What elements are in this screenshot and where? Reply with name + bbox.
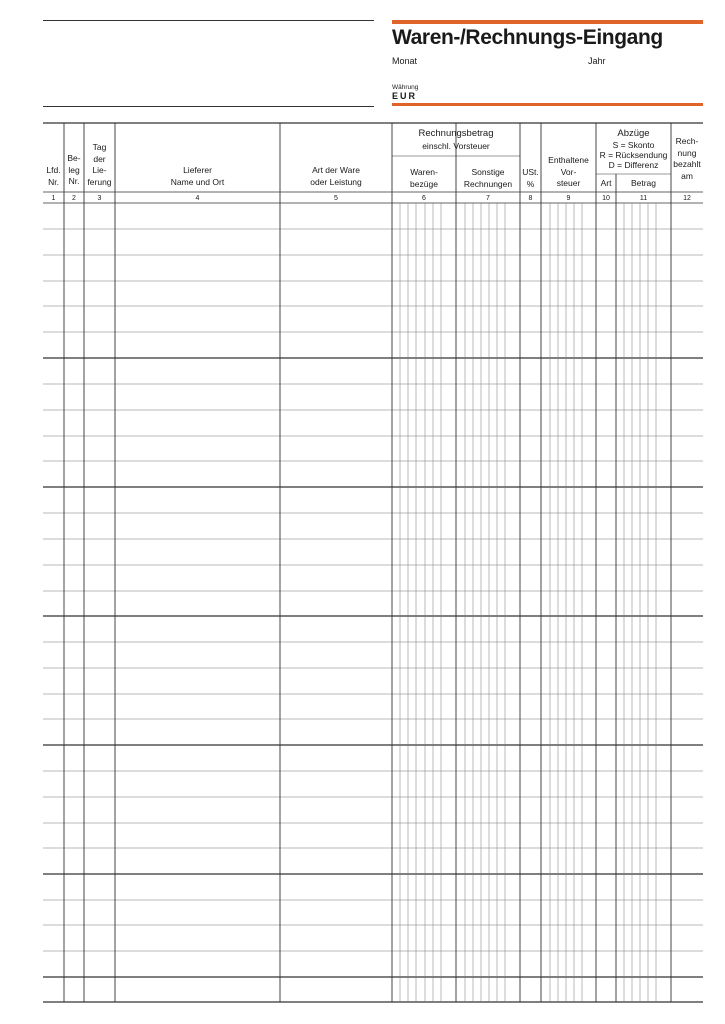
group-abzuege-title: Abzüge (617, 128, 650, 139)
group-abzuege-ruecksendung: R = Rücksendung (599, 150, 668, 160)
col-12-header: Rech- nung bezahlt am (673, 136, 701, 181)
col-3-header: Tag der Lie- ferung (87, 142, 112, 187)
col-8-number: 8 (528, 195, 533, 202)
col-6-number: 6 (422, 195, 426, 202)
col-11-number: 11 (639, 195, 648, 202)
col-12-number: 12 (683, 195, 691, 202)
col-7-number: 7 (486, 195, 490, 202)
form-title: Waren-/Rechnungs-Eingang (392, 26, 663, 49)
col-10-header: Art (600, 178, 612, 188)
col-4-number: 4 (195, 195, 200, 202)
col-2-number: 2 (72, 195, 76, 202)
jahr-label: Jahr (588, 56, 606, 66)
col-7-header: Sonstige Rechnungen (463, 167, 513, 189)
col-4-header: Lieferer Name und Ort (170, 165, 225, 187)
col-6-header: Waren- bezüge (410, 167, 438, 189)
group-abzuege-differenz: D = Differenz (608, 160, 659, 170)
col-9-header: Enthaltene Vor- steuer (548, 155, 589, 188)
waehrung-label: Währung (392, 84, 419, 91)
group-rechnungsbetrag-sub: einschl. Vorsteuer (422, 141, 490, 151)
col-1-header: Lfd. Nr. (46, 165, 61, 187)
monat-label: Monat (392, 56, 418, 66)
col-5-number: 5 (334, 195, 338, 202)
group-abzuege-skonto: S = Skonto (612, 140, 655, 150)
group-rechnungsbetrag-title: Rechnungsbetrag (418, 128, 494, 139)
col-11-header: Betrag (630, 178, 657, 188)
col-3-number: 3 (97, 195, 102, 202)
col-1-number: 1 (51, 195, 56, 202)
col-10-number: 10 (602, 195, 610, 202)
col-5-header: Art der Ware oder Leistung (310, 165, 362, 187)
col-8-header: USt. % (522, 167, 539, 189)
waehrung-value: EUR (392, 91, 418, 101)
col-2-header: Be- leg Nr. (67, 153, 81, 186)
col-9-number: 9 (566, 195, 571, 202)
